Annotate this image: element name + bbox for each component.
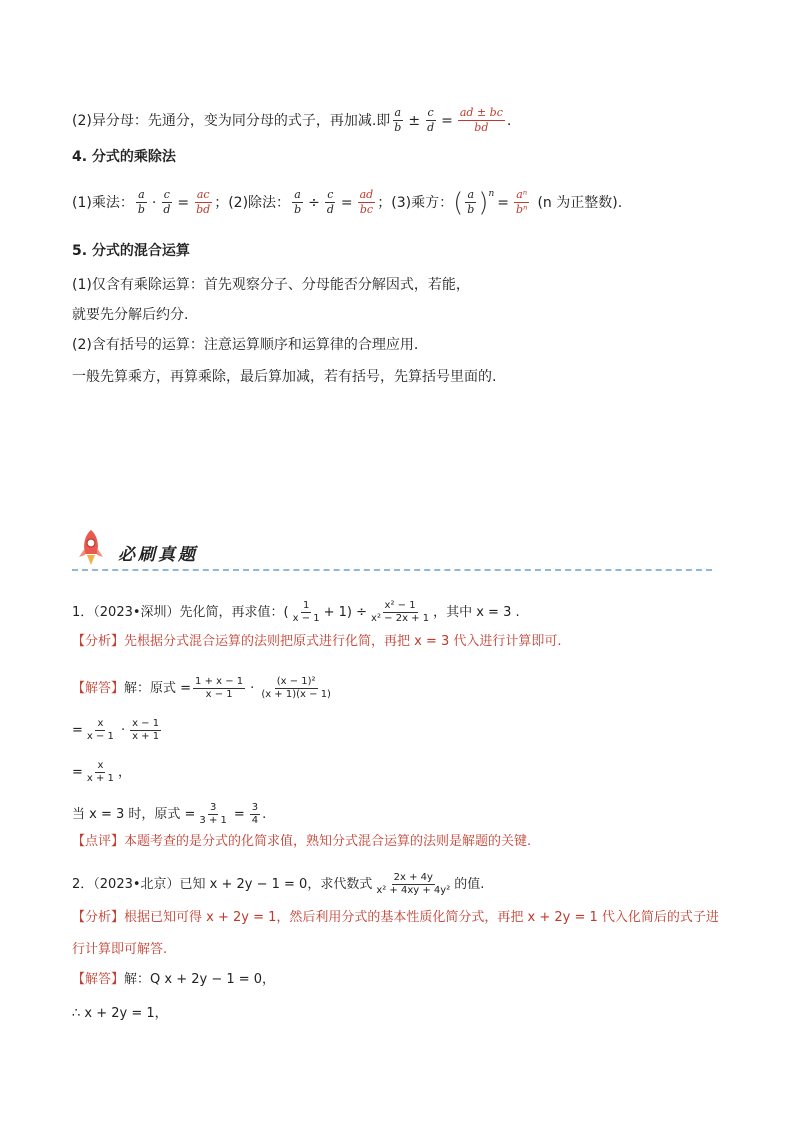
dot-operator: ·: [151, 194, 157, 211]
fraction: [325, 188, 336, 217]
numerator: 3: [251, 802, 259, 813]
fraction: [85, 718, 116, 743]
separator: ；: [377, 194, 392, 211]
stem-text: 的值.: [454, 876, 485, 892]
denominator: bⁿ: [515, 203, 528, 216]
analysis-line: [72, 632, 562, 652]
fraction: [197, 802, 228, 827]
solution-text: 解：原式 =: [124, 680, 192, 696]
dot-operator: ·: [250, 680, 255, 696]
divide-sign: ÷: [308, 194, 320, 211]
denominator: 4: [251, 815, 259, 826]
numerator: ad: [359, 188, 374, 201]
fraction: [292, 188, 303, 217]
solution-tag: 【解答】: [72, 972, 125, 987]
numerator: (x − 1)²: [276, 676, 316, 687]
analysis-text: 根据已知可得 x + 2y = 1，然后利用分式的基本性质化简分式，再把 x + 2y = 1 代入化简后的式子进: [124, 910, 719, 925]
numerator: x: [97, 760, 104, 771]
denominator: bd: [196, 203, 211, 216]
pow-label: (3)乘方：: [391, 194, 454, 211]
pow-note: (n 为正整数).: [537, 194, 623, 211]
rule-line: (2)含有括号的运算：注意运算顺序和运算律的合理应用.: [72, 337, 419, 353]
denominator: x² + 4xy + 4y²: [376, 885, 451, 896]
section-heading-4: 4. 分式的乘除法: [72, 149, 176, 165]
fraction: [193, 676, 245, 701]
equals-sign: =: [340, 194, 353, 211]
rule-text: (2)异分母：先通分，变为同分母的式子，再加减.即: [72, 112, 391, 129]
comment-text: 本题考查的是分式的化简求值，熟知分式混合运算的法则是解题的关键.: [124, 834, 532, 849]
denominator: x − 1: [292, 613, 320, 624]
analysis-text-cont: 行计算即可解答.: [72, 942, 168, 957]
period: .: [506, 112, 512, 129]
question-2-stem: [72, 872, 484, 897]
stem-text: 1．（2023•深圳）先化简，再求值：(: [72, 604, 289, 620]
period: .: [262, 806, 267, 822]
numerator: aⁿ: [516, 188, 528, 201]
rule-line-mul-div: [72, 188, 622, 217]
question-1-stem: [72, 600, 520, 625]
solution-line-1: [72, 676, 335, 701]
rule-line-different-denominators: [72, 106, 511, 135]
numerator: x: [97, 718, 104, 729]
equals-sign: =: [441, 112, 453, 129]
analysis-tag: 【分析】: [72, 634, 125, 649]
denominator: bd: [474, 121, 489, 134]
right-paren: ): [478, 187, 489, 218]
numerator: 3: [209, 802, 217, 813]
rule-line: (1)仅含有乘除运算：首先观察分子、分母能否分解因式，若能，: [72, 277, 470, 293]
comment-tag: 【点评】: [72, 834, 125, 849]
comment-line: [72, 832, 531, 852]
numerator: 1 + x − 1: [195, 676, 244, 687]
fraction: [85, 760, 116, 785]
equals-sign: =: [497, 194, 509, 211]
equals-sign: =: [177, 194, 190, 211]
solution-line-4: [72, 802, 266, 827]
rule-line: 一般先算乘方，再算乘除，最后算加减，若有括号，先算括号里面的.: [72, 369, 497, 385]
analysis-line: [72, 908, 719, 928]
div-label: (2)除法：: [228, 194, 291, 211]
fraction-result: [458, 106, 505, 135]
numerator: 2x + 4y: [393, 872, 433, 883]
denominator: 3 + 1: [199, 815, 227, 826]
denominator: d: [326, 203, 334, 216]
fraction: [259, 676, 333, 701]
denominator: d: [163, 203, 171, 216]
numerator: ad ± bc: [459, 106, 503, 119]
denominator: d: [427, 121, 435, 134]
fraction-c-over-d: [425, 106, 436, 135]
numerator: a: [467, 188, 475, 201]
denominator: b: [394, 121, 402, 134]
denominator: b: [294, 203, 302, 216]
solution-text: 解：Q x + 2y − 1 = 0，: [124, 972, 276, 987]
numerator: x² − 1: [384, 600, 416, 611]
left-paren: (: [453, 187, 464, 218]
analysis-text: 先根据分式混合运算的法则把原式进行化简，再把 x = 3 代入进行计算即可.: [124, 634, 562, 649]
analysis-tag: 【分析】: [72, 910, 125, 925]
section-heading-5: 5. 分式的混合运算: [72, 243, 190, 259]
solution-line-3: [72, 760, 131, 785]
solution-tag: 【解答】: [72, 680, 125, 696]
denominator: x² − 2x + 1: [371, 613, 430, 624]
fraction-result: [358, 188, 376, 217]
solution-text: 当 x = 3 时，原式 =: [72, 806, 196, 822]
mul-label: (1)乘法：: [72, 194, 134, 211]
stem-text: ，其中 x = 3 .: [433, 604, 520, 620]
fraction: [369, 600, 431, 625]
fraction-result: [514, 188, 530, 217]
stem-text: + 1) ÷: [323, 604, 368, 620]
denominator: (x + 1)(x − 1): [261, 689, 331, 700]
fraction-a-over-b: [392, 106, 403, 135]
banner-divider: [72, 569, 712, 571]
numerator: c: [327, 188, 334, 201]
fraction: [136, 188, 147, 217]
denominator: bc: [359, 203, 374, 216]
numerator: a: [138, 188, 145, 201]
fraction: [374, 872, 452, 897]
fraction: [130, 718, 161, 743]
numerator: c: [163, 188, 170, 201]
denominator: b: [467, 203, 475, 216]
stem-text: 2．（2023•北京）已知 x + 2y − 1 = 0，求代数式: [72, 876, 373, 892]
plus-minus-sign: ±: [408, 112, 421, 129]
fraction: [465, 188, 476, 217]
exponent: n: [488, 189, 495, 199]
fraction: [250, 802, 260, 827]
comma: ，: [117, 764, 131, 780]
solution-line-2: ∴ x + 2y = 1，: [72, 1006, 168, 1021]
fraction: [161, 188, 172, 217]
rocket-icon: [74, 528, 108, 568]
separator: ；: [214, 194, 229, 211]
numerator: c: [427, 106, 434, 119]
dot-operator: ·: [120, 722, 126, 738]
equals-sign: =: [233, 806, 245, 822]
fraction-result: [194, 188, 212, 217]
equals-sign: =: [72, 722, 83, 738]
denominator: x + 1: [132, 731, 160, 742]
rule-line: 就要先分解后约分.: [72, 307, 189, 323]
numerator: ac: [196, 188, 210, 201]
solution-line-1: [72, 970, 275, 990]
numerator: a: [294, 188, 301, 201]
solution-line-2: [72, 718, 163, 743]
numerator: 1: [302, 600, 310, 611]
numerator: a: [394, 106, 402, 119]
equals-sign: =: [72, 764, 83, 780]
denominator: x − 1: [205, 689, 233, 700]
denominator: x + 1: [86, 773, 114, 784]
banner-title: 必刷真题: [118, 545, 198, 565]
denominator: b: [137, 203, 145, 216]
fraction: [291, 600, 322, 625]
numerator: x − 1: [132, 718, 160, 729]
denominator: x − 1: [86, 731, 114, 742]
